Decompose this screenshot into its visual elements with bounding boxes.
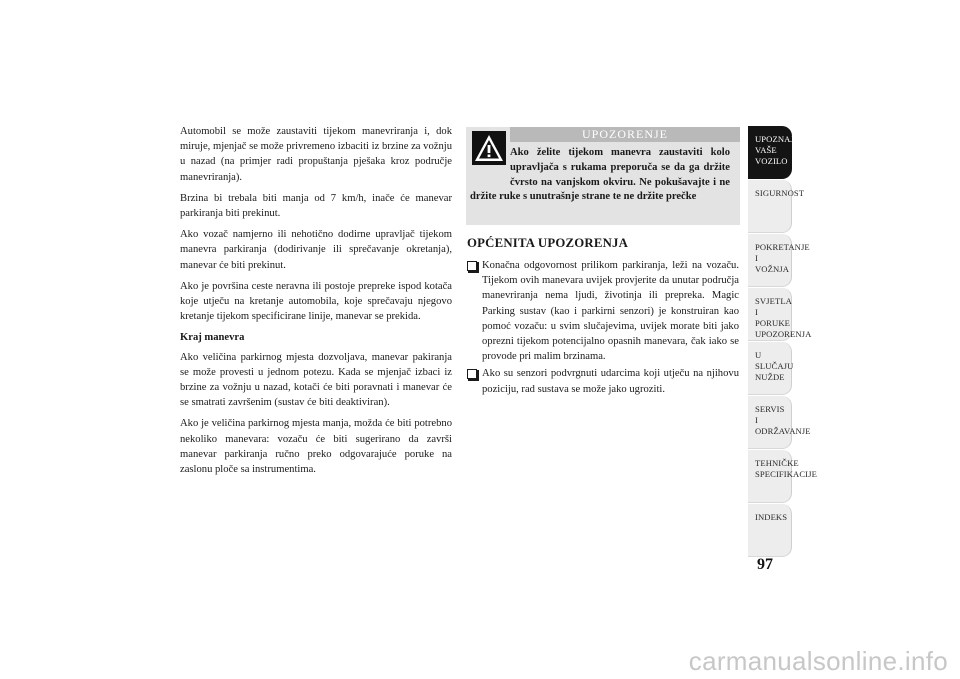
watermark: carmanualsonline.info <box>688 646 948 676</box>
warning-title: UPOZORENJE <box>510 127 740 142</box>
section-heading: Kraj manevra <box>180 332 245 344</box>
list-item: Ako su senzori podvrgnuti udarcima koji utječu na njihovu poziciju, rad sustava se može jako ugroziti. <box>467 366 739 396</box>
paragraph: Ako veličina parkirnog mjesta dozvoljava, manevar pakiranja se može provesti u jednom potezu. Kada se mjenjač izbaci iz brzine za vožnju u nazad, kotači će biti poravnati i manevar će se smatrati završenim (sustav će biti deaktiviran). <box>180 351 452 409</box>
section-title: OPĆENITA UPOZORENJA <box>467 236 629 250</box>
tab-u-slucaju-nuzde[interactable]: U SLUČAJU NUŽDE <box>748 342 792 395</box>
general-warnings-list <box>467 258 739 399</box>
paragraph: Automobil se može zaustaviti tijekom manevriranja i, dok miruje, mjenjač se može privremeno izbaciti iz brzine za vožnju u nazad (na primjer radi propuštanja pješaka kroz područje manevriranja). <box>180 126 452 183</box>
paragraph: Brzina bi trebala biti manja od 7 km/h, inače će manevar parkiranja biti prekinut. <box>180 192 452 220</box>
paragraph: Ako vozač namjerno ili nehotično dodirne upravljač tijekom manevra parkiranja (dodirivanje ili sprečavanje okretanja), manevar će biti prekinut. <box>180 229 452 271</box>
checkbox-bullet-icon <box>467 261 477 271</box>
tab-svjetla-i-poruke[interactable]: SVJETLA I PORUKE UPOZORENJA <box>748 288 792 341</box>
paragraph: Ako je veličina parkirnog mjesta manja, možda će biti potrebno nekoliko manevara: vozaču će biti sugerirano da završi manevar parkiranja ručno preko odgovarajuće poruke na zaslonu ploče sa instrumentima. <box>180 418 452 476</box>
warning-box <box>466 127 740 225</box>
tab-indeks[interactable]: INDEKS <box>748 504 792 557</box>
warning-text: Ako želite tijekom manevra zaustaviti kolo upravljača s rukama preporuča se da ga držite čvrsto na vanjskom okviru. Ne pokušavajte i ne držite ruke s unutrašnje strane te ne držite prečke <box>470 147 730 203</box>
tab-upoznajte-vase-vozilo[interactable]: UPOZNAJTE VAŠE VOZILO <box>748 126 792 179</box>
left-column <box>180 124 452 483</box>
tab-tehnicke-specifikacije[interactable]: TEHNIČKE SPECIFIKACIJE <box>748 450 792 503</box>
checkbox-bullet-icon <box>467 369 477 379</box>
list-item: Konačna odgovornost prilikom parkiranja, leži na vozaču. Tijekom ovih manevara uvijek provjerite da unutar područja manevriranja nema ljudi, životinja ili prepreka. Magic Parking sustav (kao i parkirni senzori) je konstruiran kao pomoć vozaču: u svim slučajevima, uvijek morate biti jako oprezni tijekom potencijalno opasnih manevara, čak iako se provode pri malim brzinama. <box>467 258 739 364</box>
chapter-tabs <box>748 126 817 558</box>
page-number: 97 <box>757 556 773 573</box>
tab-pokretanje-i-voznja[interactable]: POKRETANJE I VOŽNJA <box>748 234 792 287</box>
tab-sigurnost[interactable]: SIGURNOST <box>748 180 792 233</box>
tab-servis-i-odrzavanje[interactable]: SERVIS I ODRŽAVANJE <box>748 396 792 449</box>
paragraph: Ako je površina ceste neravna ili postoje prepreke ispod kotača koje utječu na kretanje automobila, koje sprečavaju njegovo kretanje tijekom specificirane linije, manevar se prekida. <box>180 280 452 323</box>
